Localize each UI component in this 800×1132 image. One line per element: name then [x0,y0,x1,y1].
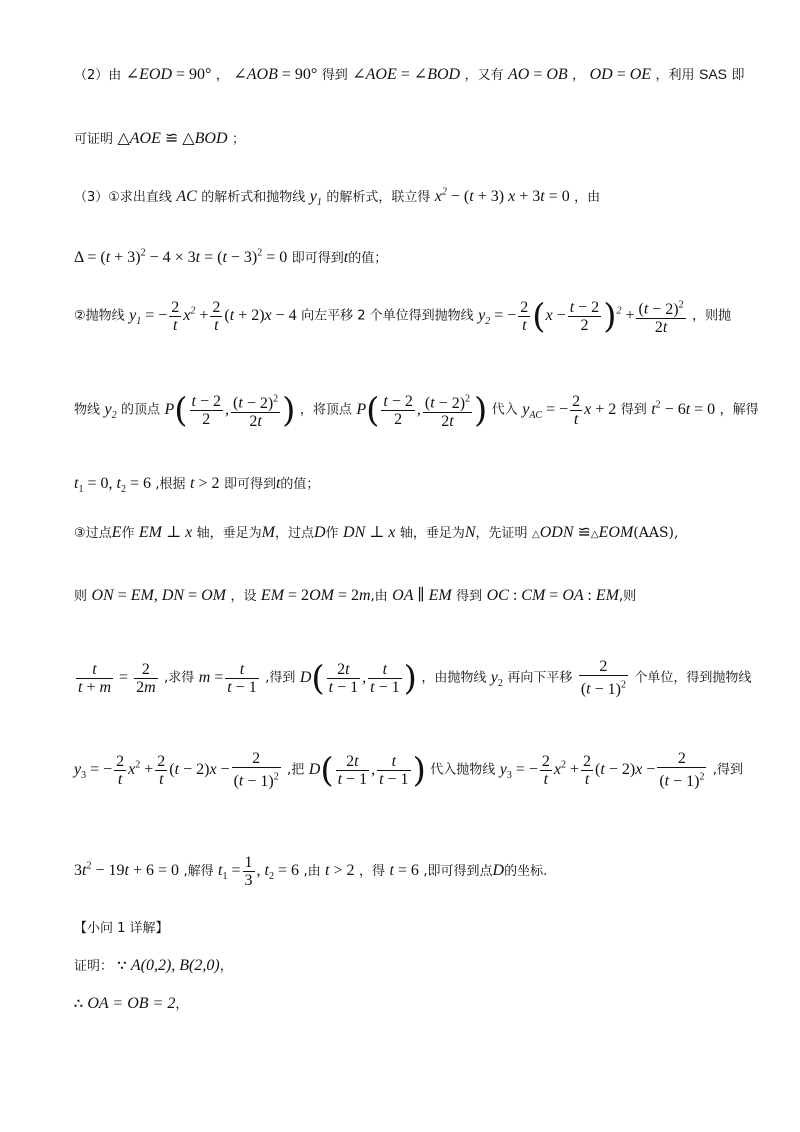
math-oa-ob: OA = OB = 2 [87,995,176,1012]
text-prove: 可证明 [74,132,114,147]
math-system-eq: $x^2 - (t + 3) x + 3t = 0$ [434,186,570,205]
line-final: $3t^2 - 19t + 6 = 0$ ,解得 $t_1$ = $\frac{1}{3}$ , $t_2 = 6$ ,由 t > 2 ，得 t = 6 ,即可得到点D的坐标. [74,854,548,889]
line-condition: （2）由 ∠EOD = 90° ， ∠AOB = 90° 得到 ∠AOE = ∠BOD ，又有 AO = OB ， OD = OE ，利用 SAS 即 [74,66,745,83]
line-discriminant: $\Delta = (t + 3)^2 - 4 \times 3t = (t - 3)^2 = 0$ 即可得到t的值； [74,247,388,266]
line-ratio-setup: 则 ON = EM, DN = OM ，设 EM = 2OM = 2m,由 OA ∥ EM 得到 OC : CM = OA : EM,则 [74,587,637,604]
math-vertex-p2: P( $\frac{t - 2}{2}$ , $\frac{(t - 2)^2}{2t}$ ) [356,390,488,430]
math-y1: $y_1$ = − $\frac{2}{t}$ $x^2$ + $\frac{2}{t}$ (t + 2)x − 4 [129,298,297,334]
text-also: ，又有 [464,68,504,83]
text-step3: （3）①求出直线 [74,190,172,205]
line-step3-part3: ③过点E作 EM ⊥ x 轴，垂足为M，过点D作 DN ⊥ x 轴，垂足为N，先证明 △ODN ≌△EOM(AAS), [74,524,679,541]
math-angle-eq: ∠AOE = ∠BOD [352,66,461,83]
math-discriminant: $\Delta = (t + 3)^2 - 4 \times 3t = (t - 3)^2 = 0$ [74,247,288,266]
math-congruent: △AOE ≌ △BOD [117,130,228,147]
math-ao-ob: AO = OB [508,66,568,83]
line-solutions-1: $t_1 = 0$, $t_2 = 6$ ,根据 t > 2 即可得到t的值； [74,475,320,496]
text-ji: 即 [731,68,745,83]
line-y3: $y_3$ = − $\frac{2}{t}$ $x^2$ + $\frac{2}{t}$ (t − 2)x − $\frac{2}{(t - 1)^2}$ ,把 D( $\frac{2t}{t - 1}$ , $\frac{t}{t - 1}$ ) 代入抛物线 $y_3$ = − $\frac{2}{t}$ $x^2$ + $\frac{2}{t}$ (t − 2)x − $\frac{2}{(t - 1)^2}$ ,得到 [74,750,744,790]
math-angle-aob: ∠AOB = 90° [233,66,318,83]
math-t-values: $t_1 = 0$, $t_2 = 6$ [74,475,151,496]
line-solve-m: $\frac{t}{t + m}$ = $\frac{2}{2m}$ ,求得 m = $\frac{t}{t - 1}$ ,得到 D( $\frac{2t}{t - 1}$ , $\frac{t}{t - 1}$ ) ，由抛物线 $y_2$ 再向下平移 $\frac{2}{(t - 1)^2}$ 个单位，得到抛物线 [78,658,752,698]
math-od-oe: OD = OE [589,66,652,83]
text-prefix: （2）由 [74,68,122,83]
line-prove-congruent [74,128,730,148]
line-vertex: 物线 $y_2$ 的顶点 P( $\frac{t - 2}{2}$ , $\frac{(t - 2)^2}{2t}$ ) ，将顶点 P( $\frac{t - 2}{2}$ , $\frac{(t - 2)^2}{2t}$ ) 代入 $y_{AC}$ = − $\frac{2}{t}$ x + 2 得到 $t^2 - 6t = 0$ ，解得 [74,390,759,430]
math-angle-eod: ∠EOD = 90° [125,66,212,83]
math-point-d: D( $\frac{2t}{t - 1}$ , $\frac{t}{t - 1}$ ) [299,658,417,698]
math-vertex-p: P( $\frac{t - 2}{2}$ , $\frac{(t - 2)^2}{2t}$ ) [164,390,296,430]
text-use: ，利用 [655,68,695,83]
math-y3-copy: $y_3$ = − $\frac{2}{t}$ $x^2$ + $\frac{2}{t}$ (t − 2)x − $\frac{2}{(t - 1)^2}$ [499,750,705,790]
section-title: 【小问 1 详解】 [74,921,169,936]
text-by: 得到 [321,68,348,83]
line-step3-intro: （3）①求出直线 AC 的解析式和抛物线 $y_1$ 的解析式，联立得 $x^2 - (t + 3) x + 3t = 0$ ，由 [74,186,601,209]
text-end: ； [231,132,245,147]
proof-line-1: 证明： ∵ A(0,2), B(2,0)， [74,957,233,974]
math-y3: $y_3$ = − $\frac{2}{t}$ $x^2$ + $\frac{2}{t}$ (t − 2)x − $\frac{2}{(t - 1)^2}$ [74,750,279,790]
math-y2: $y_2$ = − $\frac{2}{t}$ (x − $\frac{t - 2}{2}$ )$^2$ + $\frac{(t - 2)^2}{2t}$ [478,296,684,336]
line-shift-left: ②抛物线 $y_1$ = − $\frac{2}{t}$ $x^2$ + $\frac{2}{t}$ (t + 2)x − 4 向左平移 2 个单位得到抛物线 $y_2$ = − $\frac{2}{t}$ (x − $\frac{t - 2}{2}$ )$^2$ + $\frac{(t - 2)^2}{2t}$ ，则抛 [74,296,732,336]
text-sas: SAS [699,66,728,82]
math-points-ab: A(0,2), B(2,0) [130,957,220,974]
math-yac: $y_{AC}$ = − $\frac{2}{t}$ x + 2 [522,392,617,428]
proof-line-2: ∴ OA = OB = 2， [74,995,189,1012]
